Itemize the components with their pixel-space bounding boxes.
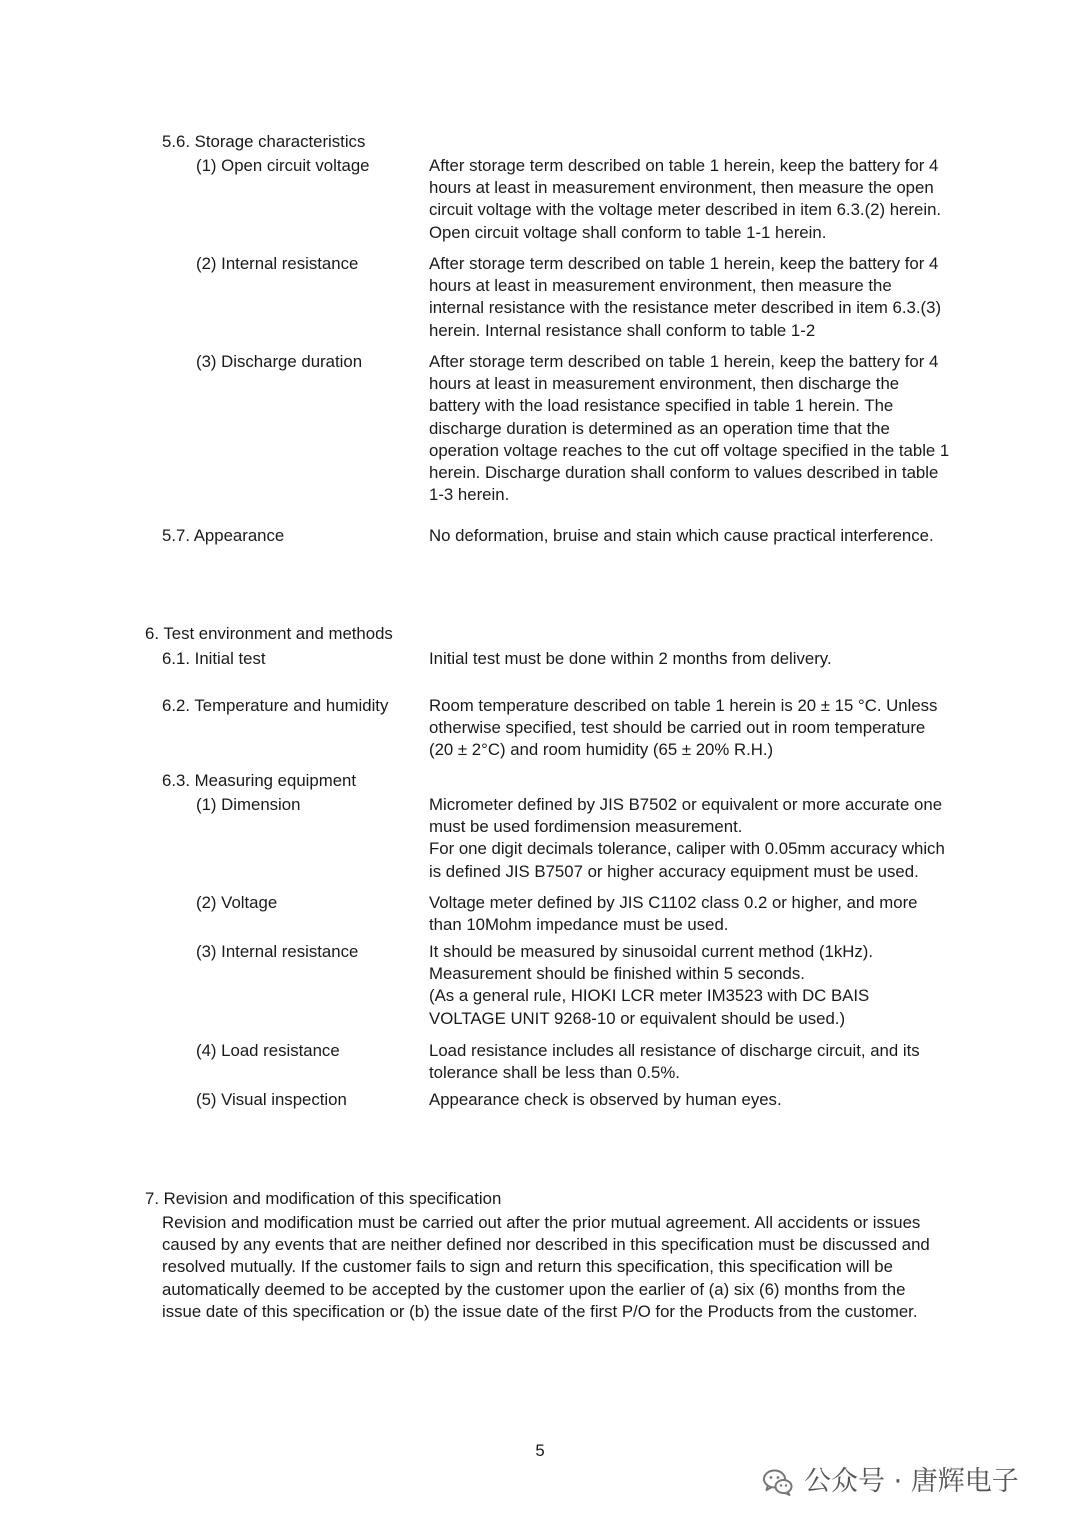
equip-visual-inspection-text: Appearance check is observed by human eyes. (429, 1090, 782, 1109)
section-6-1-label: 6.1. Initial test (162, 649, 266, 668)
equip-dimension-text: Micrometer defined by JIS B7502 or equivalent or more accurate one must be used fordimension measurement. For one digit decimals tolerance, caliper with 0.05mm accuracy which is defined JIS B7507 or higher accuracy equipment must be used. (429, 795, 945, 881)
section-6-heading: 6. Test environment and methods (145, 624, 393, 643)
item-internal-resistance-label: (2) Internal resistance (196, 254, 359, 273)
equip-load-resistance-label: (4) Load resistance (196, 1041, 340, 1060)
section-6-2-text: Room temperature described on table 1 herein is 20 ± 15 °C. Unless otherwise specified, test should be carried out in room temperature (20 ± 2°C) and room humidity (65 ± 20% R.H.) (429, 696, 938, 760)
item-open-circuit-voltage-label: (1) Open circuit voltage (196, 156, 370, 175)
section-6-3-heading: 6.3. Measuring equipment (162, 771, 357, 790)
section-5-7-label: 5.7. Appearance (162, 526, 285, 545)
section-5-6-heading: 5.6. Storage characteristics (162, 132, 366, 151)
wechat-icon (762, 1466, 794, 1498)
section-6-2-label: 6.2. Temperature and humidity (162, 696, 389, 715)
equip-load-resistance-text: Load resistance includes all resistance of discharge circuit, and its tolerance shall be less than 0.5%. (429, 1041, 920, 1083)
equip-voltage-label: (2) Voltage (196, 893, 278, 912)
item-open-circuit-voltage-text: After storage term described on table 1 herein, keep the battery for 4 hours at least in measurement environment, then measure the open circuit voltage with the voltage meter described in item 6.3.(2) herein. Open circuit voltage shall conform to table 1-1 herein. (429, 156, 942, 242)
equip-voltage-text: Voltage meter defined by JIS C1102 class 0.2 or higher, and more than 10Mohm impedance must be used. (429, 893, 918, 935)
section-5-7-text: No deformation, bruise and stain which cause practical interference. (429, 526, 934, 545)
page-number: 5 (535, 1441, 545, 1460)
section-7-heading: 7. Revision and modification of this specification (145, 1189, 502, 1208)
equip-visual-inspection-label: (5) Visual inspection (196, 1090, 347, 1109)
equip-internal-resistance-text: It should be measured by sinusoidal current method (1kHz). Measurement should be finished within 5 seconds. (As a general rule, HIOKI LCR meter IM3523 with DC BAIS VOLTAGE UNIT 9268-10 or equivalent should be used.) (429, 942, 873, 1028)
item-discharge-duration-label: (3) Discharge duration (196, 352, 363, 371)
equip-dimension-label: (1) Dimension (196, 795, 301, 814)
watermark (762, 1466, 1019, 1498)
equip-internal-resistance-label: (3) Internal resistance (196, 942, 359, 961)
section-7-paragraph: Revision and modification must be carried out after the prior mutual agreement. All accidents or issues caused by any events that are neither defined nor described in this specification must be discussed and resolved mutually. If the customer fails to sign and return this specification, this specification will be automatically deemed to be accepted by the customer upon the earlier of (a) six (6) months from the issue date of this specification or (b) the issue date of the first P/O for the Products from the customer. (162, 1213, 930, 1321)
item-internal-resistance-text: After storage term described on table 1 herein, keep the battery for 4 hours at least in measurement environment, then measure the internal resistance with the resistance meter described in item 6.3.(3) herein. Internal resistance shall conform to table 1-2 (429, 254, 942, 340)
watermark-text: 公众号 · 唐辉电子 (804, 1466, 1019, 1497)
item-discharge-duration-text: After storage term described on table 1 herein, keep the battery for 4 hours at least in measurement environment, then discharge the battery with the load resistance specified in table 1 herein. The discharge duration is determined as an operation time that the operation voltage reaches to the cut off voltage specified in the table 1 herein. Discharge duration shall conform to values described in table 1-3 herein. (429, 352, 950, 505)
section-6-1-text: Initial test must be done within 2 months from delivery. (429, 649, 832, 668)
